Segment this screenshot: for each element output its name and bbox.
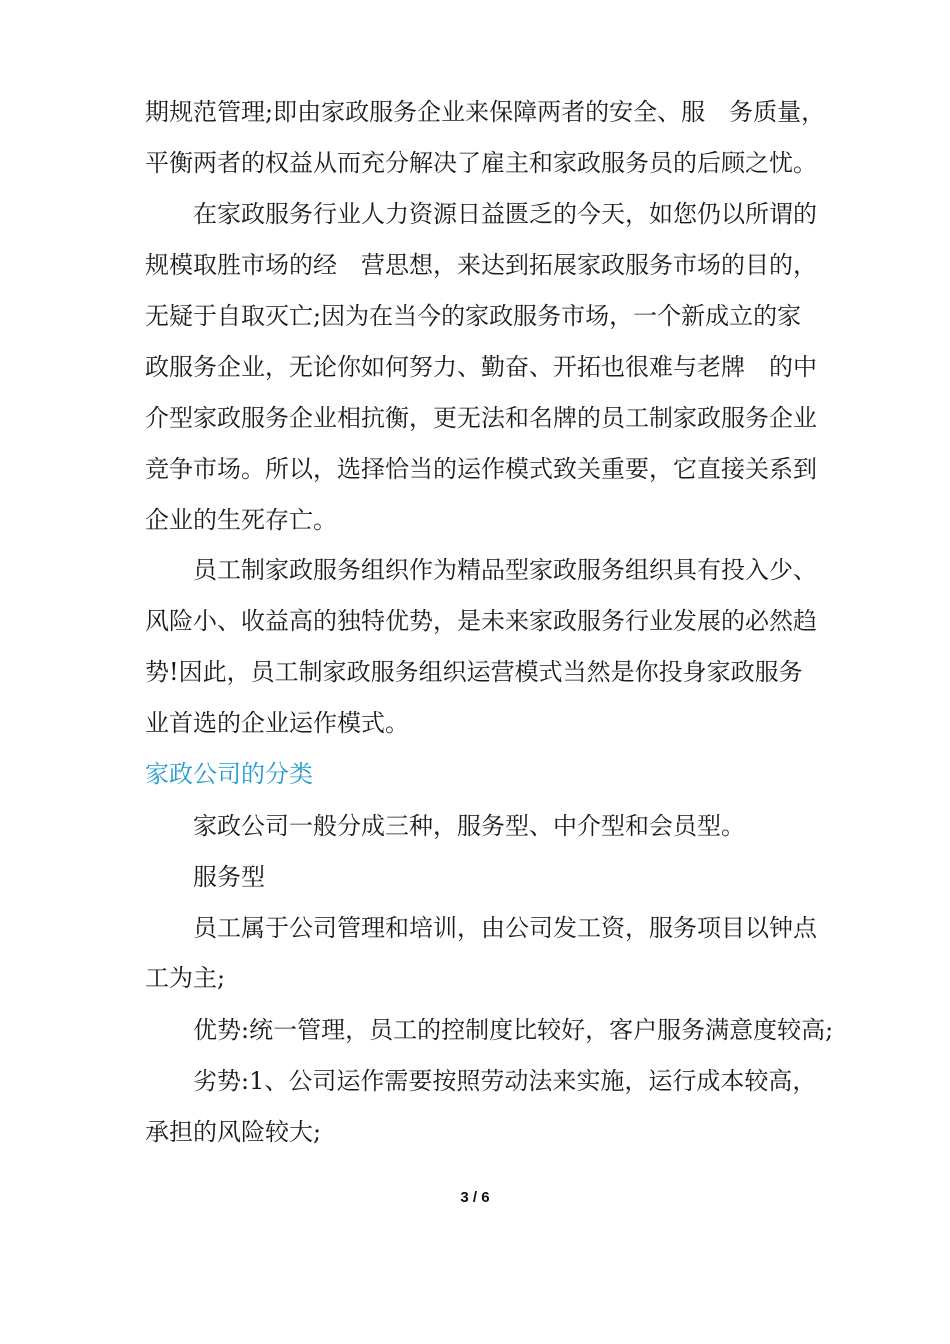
paragraph-2-line-6: 竞争市场。所以，选择恰当的运作模式致关重要，它直接关系到 (145, 455, 817, 483)
paragraph-5-line-2: 工为主; (145, 964, 226, 992)
paragraph-3-line-4: 业首选的企业运作模式。 (145, 709, 409, 737)
paragraph-2-line-2: 规模取胜市场的经 营思想，来达到拓展家政服务市场的目的， (145, 251, 817, 279)
paragraph-4: 家政公司一般分成三种，服务型、中介型和会员型。 (193, 812, 745, 840)
paragraph-3-line-3: 势!因此，员工制家政服务组织运营模式当然是你投身家政服务 (145, 658, 803, 686)
disadvantage-line-2: 承担的风险较大; (145, 1118, 322, 1146)
advantage-text: 优势:统一管理，员工的控制度比较好，客户服务满意度较高; (193, 1016, 834, 1044)
paragraph-5-line-1: 员工属于公司管理和培训，由公司发工资，服务项目以钟点 (193, 914, 817, 942)
disadvantage-line-1: 劣势:1、公司运作需要按照劳动法来实施，运行成本较高， (193, 1067, 817, 1095)
subheading-service-type: 服务型 (193, 863, 265, 891)
paragraph-1-line-2: 平衡两者的权益从而充分解决了雇主和家政服务员的后顾之忧。 (145, 149, 817, 177)
paragraph-3-line-2: 风险小、收益高的独特优势，是未来家政服务行业发展的必然趋 (145, 607, 817, 635)
page-number: 3 / 6 (460, 1189, 490, 1206)
paragraph-3-line-1: 员工制家政服务组织作为精品型家政服务组织具有投入少、 (193, 556, 817, 584)
paragraph-2-line-3: 无疑于自取灭亡;因为在当今的家政服务市场，一个新成立的家 (145, 302, 802, 330)
paragraph-1-line-1: 期规范管理;即由家政服务企业来保障两者的安全、服 务质量， (145, 98, 826, 126)
paragraph-2-line-4: 政服务企业，无论你如何努力、勤奋、开拓也很难与老牌 的中 (145, 353, 817, 381)
paragraph-2-line-1: 在家政服务行业人力资源日益匮乏的今天，如您仍以所谓的 (193, 200, 817, 228)
paragraph-2-line-7: 企业的生死存亡。 (145, 506, 337, 534)
paragraph-2-line-5: 介型家政服务企业相抗衡，更无法和名牌的员工制家政服务企业 (145, 404, 817, 432)
section-heading: 家政公司的分类 (145, 760, 313, 788)
